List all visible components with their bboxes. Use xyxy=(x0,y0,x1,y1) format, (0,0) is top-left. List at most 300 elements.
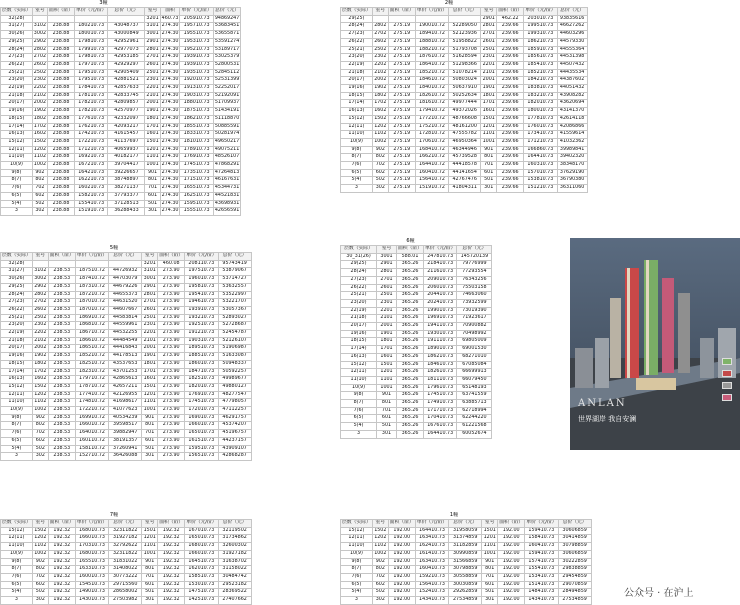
table-cell: 53655871 xyxy=(213,31,240,39)
table-cell: 275.19 xyxy=(388,185,415,193)
table-cell: 159410.73 xyxy=(525,527,558,535)
table-cell: 601 xyxy=(142,437,158,445)
table-cell: 2101 xyxy=(481,69,497,77)
table-cell: 702 xyxy=(372,162,388,170)
table-cell: 2702 xyxy=(32,54,47,62)
table-row xyxy=(1,383,252,391)
table-cell: 602 xyxy=(32,581,48,589)
table-cell xyxy=(48,15,75,23)
table-cell: 5(4) xyxy=(341,177,373,185)
table-cell: 49977444 xyxy=(449,100,481,108)
table-cell: 238.53 xyxy=(48,445,75,453)
table-cell: 20(17) xyxy=(341,323,377,331)
table-cell: 167010.73 xyxy=(185,527,218,535)
table-cell: 701 xyxy=(142,573,158,581)
table-cell xyxy=(32,260,48,268)
header-cell: 室号 xyxy=(372,520,388,528)
table-row xyxy=(341,589,592,597)
table-cell: 6(5) xyxy=(341,169,373,177)
table-cell: 192.00 xyxy=(498,550,525,558)
table-cell: 273.90 xyxy=(158,391,185,399)
table-cell: 193910.73 xyxy=(185,306,218,314)
table-cell: 273.90 xyxy=(158,337,185,345)
table-cell: 151410.73 xyxy=(525,581,558,589)
table-cell: 178210.73 xyxy=(75,108,108,116)
table-header-row xyxy=(341,246,492,254)
table-cell: 51434191 xyxy=(213,108,240,116)
table-cell: 192.32 xyxy=(48,550,75,558)
header-cell: 总价（元） xyxy=(109,253,142,261)
table-cell: 1002 xyxy=(32,550,48,558)
table-cell: 12(11) xyxy=(1,535,33,543)
table-cell: 365.26 xyxy=(397,415,424,423)
table-cell: 8(7) xyxy=(341,400,377,408)
table-cell: 901 xyxy=(377,392,397,400)
table-row xyxy=(1,185,241,193)
table-cell: 3102 xyxy=(32,268,48,276)
table-cell: 192.32 xyxy=(48,589,75,597)
table-cell: 1501 xyxy=(142,383,158,391)
table-cell: 51118870 xyxy=(213,115,240,123)
table-row xyxy=(341,415,492,423)
table-row xyxy=(1,208,241,216)
table-cell: 50885591 xyxy=(213,123,240,131)
table-cell: 901 xyxy=(482,558,498,566)
table-cell: 28(24) xyxy=(341,23,373,31)
table-cell: 2001 xyxy=(481,77,497,85)
table-cell: 18(15) xyxy=(341,338,377,346)
table-cell: 71923617 xyxy=(457,315,492,323)
table-cell: 26(22) xyxy=(341,38,373,46)
table-cell: 44051432 xyxy=(557,85,587,93)
table-cell: 460.73 xyxy=(160,15,180,23)
table-cell: 2901 xyxy=(142,283,158,291)
table-cell: 238.88 xyxy=(48,123,75,131)
table-cell: 168010.73 xyxy=(75,527,108,535)
table-row xyxy=(1,154,241,162)
header-cell: 总价（元） xyxy=(557,8,587,16)
table-cell: 3001 xyxy=(142,276,158,284)
table-cell: 1801 xyxy=(481,92,497,100)
table-cell: 12(11) xyxy=(341,369,377,377)
table-cell: 3 xyxy=(1,208,33,216)
table-cell: 275.19 xyxy=(388,146,415,154)
table-cell: 192.32 xyxy=(158,589,185,597)
table-cell: 23(20) xyxy=(1,322,33,330)
table-cell: 192.00 xyxy=(388,535,415,543)
table-cell: 69001530 xyxy=(457,346,492,354)
table-cell xyxy=(415,15,448,23)
table-cell: 15(12) xyxy=(1,383,33,391)
table-cell: 701 xyxy=(142,430,158,438)
table-cell: 9(8) xyxy=(1,558,33,566)
header-cell: 单价（元/㎡） xyxy=(525,520,558,528)
table-cell: 238.88 xyxy=(48,31,75,39)
table-cell: 502 xyxy=(32,589,48,597)
table-cell: 48766608 xyxy=(449,115,481,123)
table-cell: 238.53 xyxy=(48,306,75,314)
table-cell: 32600302 xyxy=(218,543,251,551)
table-cell: 44607667 xyxy=(109,306,142,314)
table-row xyxy=(341,162,588,170)
table-cell: 31927182 xyxy=(218,550,251,558)
table-cell: 10(9) xyxy=(1,162,33,170)
header-cell: 总价（元） xyxy=(449,520,482,528)
table-cell: 50592257 xyxy=(218,368,251,376)
table-cell: 202410.73 xyxy=(424,299,457,307)
table-cell: 238.88 xyxy=(48,185,75,193)
table-cell: 179510.73 xyxy=(75,69,108,77)
table-row xyxy=(1,550,252,558)
table-cell: 2201 xyxy=(142,330,158,338)
table-cell: 274.30 xyxy=(160,200,180,208)
table-cell: 153410.73 xyxy=(525,573,558,581)
table-cell: 42977073 xyxy=(108,46,145,54)
table-cell: 801 xyxy=(145,177,160,185)
table-row xyxy=(1,123,241,131)
table-cell: 23(20) xyxy=(1,77,33,85)
table-cell: 169910.72 xyxy=(75,414,108,422)
table-cell: 1001 xyxy=(145,162,160,170)
table-cell: 22(19) xyxy=(341,307,377,315)
table-block-b3 xyxy=(0,245,252,461)
table-cell: 601 xyxy=(481,169,497,177)
header-cell: 室号 xyxy=(481,8,497,16)
table-row xyxy=(1,391,252,399)
table-row xyxy=(341,31,588,39)
table-cell: 49075211 xyxy=(213,146,240,154)
price-table xyxy=(340,519,592,605)
table-cell: 30414859 xyxy=(558,535,591,543)
table-cell: 10(9) xyxy=(1,550,33,558)
table-cell: 184710.73 xyxy=(185,368,218,376)
price-table xyxy=(340,7,588,193)
table-cell: 275.19 xyxy=(388,69,415,77)
table-cell: 2501 xyxy=(481,46,497,54)
table-cell: 601 xyxy=(142,581,158,589)
table-cell: 20(17) xyxy=(341,77,373,85)
table-row xyxy=(1,407,252,415)
table-cell: 192.32 xyxy=(158,581,185,589)
table-cell: 2301 xyxy=(142,322,158,330)
table-cell: 302 xyxy=(32,453,48,461)
table-cell: 302 xyxy=(372,597,388,605)
table-cell: 1101 xyxy=(377,376,397,384)
table-cell: 29(25) xyxy=(1,283,33,291)
table-cell: 3002 xyxy=(32,276,48,284)
table-cell: 501 xyxy=(377,423,397,431)
table-cell: 30773222 xyxy=(109,573,142,581)
header-cell: 总价（元） xyxy=(457,246,492,254)
table-header-row xyxy=(341,520,592,528)
table-title: 2幢 xyxy=(444,0,454,6)
table-row xyxy=(341,253,492,261)
table-cell: 802 xyxy=(372,566,388,574)
table-cell: 73019390 xyxy=(457,307,492,315)
legend-swatch xyxy=(722,394,732,401)
table-cell: 41137697 xyxy=(108,138,145,146)
table-cell: 275.19 xyxy=(388,162,415,170)
table-cell: 29715560 xyxy=(109,581,142,589)
table-cell: 38271137 xyxy=(108,185,145,193)
table-cell: 9(8) xyxy=(1,414,33,422)
table-cell: 1502 xyxy=(372,527,388,535)
table-cell: 18(15) xyxy=(1,360,33,368)
table-cell: 273.90 xyxy=(158,414,185,422)
table-cell: 7(6) xyxy=(1,185,33,193)
table-cell: 2301 xyxy=(377,299,397,307)
table-cell: 365.26 xyxy=(397,353,424,361)
table-cell: 1102 xyxy=(372,131,388,139)
table-cell: 702 xyxy=(32,185,47,193)
table-cell: 238.53 xyxy=(48,391,75,399)
table-cell: 2201 xyxy=(481,61,497,69)
table-row xyxy=(341,315,492,323)
table-cell: 31831022 xyxy=(109,558,142,566)
header-cell: 室号 xyxy=(32,8,47,16)
table-cell: 45344731 xyxy=(213,185,240,193)
table-cell: 1702 xyxy=(32,123,47,131)
table-cell: 274.30 xyxy=(160,85,180,93)
table-cell: 192.32 xyxy=(48,581,75,589)
table-cell: 192.00 xyxy=(498,581,525,589)
table-cell: 195410.73 xyxy=(185,291,218,299)
header-cell: 单价（元/㎡） xyxy=(415,520,448,528)
table-cell: 1901 xyxy=(142,353,158,361)
header-cell: 总价（元） xyxy=(558,520,591,528)
table-row xyxy=(341,573,592,581)
table-cell: 52531399 xyxy=(213,77,240,85)
table-cell: 27503982 xyxy=(109,597,142,605)
table-cell: 365.26 xyxy=(397,323,424,331)
table-cell: 42093217 xyxy=(108,123,145,131)
table-cell: 902 xyxy=(32,558,48,566)
table-cell: 501 xyxy=(482,589,498,597)
table-cell: 63741559 xyxy=(457,392,492,400)
table-cell: 192.00 xyxy=(388,527,415,535)
table-cell: 273.90 xyxy=(158,399,185,407)
table-cell: 203010.73 xyxy=(524,15,557,23)
table-cell: 22(19) xyxy=(1,85,33,93)
table-cell: 162510.73 xyxy=(180,192,213,200)
table-cell: 274.30 xyxy=(160,23,180,31)
table-row xyxy=(1,138,241,146)
table-row xyxy=(1,422,252,430)
table-cell: 18(15) xyxy=(1,115,33,123)
table-row xyxy=(341,85,588,93)
table-cell: 2802 xyxy=(372,23,388,31)
table-cell: 1202 xyxy=(372,535,388,543)
table-cell: 52845112 xyxy=(213,69,240,77)
table-cell: 238.53 xyxy=(48,276,75,284)
table-cell: 27407662 xyxy=(218,597,251,605)
table-row xyxy=(1,69,241,77)
table-cell: 39882947 xyxy=(109,430,142,438)
table-cell: 32311822 xyxy=(109,550,142,558)
header-cell: 总价（元） xyxy=(218,253,251,261)
table-cell: 3201 xyxy=(142,260,158,268)
table-cell: 302 xyxy=(32,208,47,216)
table-cell: 192.00 xyxy=(388,581,415,589)
table-cell: 46344946 xyxy=(449,146,481,154)
table-cell: 180010.73 xyxy=(75,31,108,39)
table-cell: 190010.72 xyxy=(415,23,448,31)
table-cell: 192.32 xyxy=(48,573,75,581)
table-cell: 179710.73 xyxy=(75,61,108,69)
table-cell: 177810.73 xyxy=(524,115,557,123)
table-cell: 902 xyxy=(372,558,388,566)
brand-name: ANLAN xyxy=(578,398,627,409)
table-cell: 8(7) xyxy=(1,422,33,430)
table-cell: 39989841 xyxy=(557,146,587,154)
table-cell: 274.30 xyxy=(160,31,180,39)
header-cell: 单价（元/㎡） xyxy=(185,520,218,528)
table-cell: 2801 xyxy=(481,23,497,31)
table-cell: 53591274 xyxy=(213,38,240,46)
table-cell: 155510.73 xyxy=(180,208,213,216)
table-row xyxy=(341,177,588,185)
table-cell: 274.30 xyxy=(160,146,180,154)
table-cell: 192.00 xyxy=(498,573,525,581)
table-cell: 43698931 xyxy=(213,200,240,208)
table-block-b5 xyxy=(0,512,252,605)
table-cell: 73932599 xyxy=(457,299,492,307)
table-cell: 186710.72 xyxy=(75,330,108,338)
table-cell: 177210.72 xyxy=(415,115,448,123)
table-row xyxy=(341,115,588,123)
table-cell: 46291757 xyxy=(218,414,251,422)
table-cell: 49880127 xyxy=(218,383,251,391)
header-cell: 总价（元） xyxy=(449,8,481,16)
table-cell: 2901 xyxy=(377,261,397,269)
table-cell: 66699913 xyxy=(457,369,492,377)
table-cell: 174510.73 xyxy=(180,162,213,170)
table-row xyxy=(341,535,592,543)
table-cell: 274.30 xyxy=(160,138,180,146)
table-cell: 274.30 xyxy=(160,154,180,162)
table-row xyxy=(1,322,252,330)
table-cell: 193910.73 xyxy=(180,54,213,62)
table-cell: 238.53 xyxy=(48,283,75,291)
table-cell: 25(21) xyxy=(1,314,33,322)
table-cell: 176910.73 xyxy=(185,391,218,399)
table-cell: 2001 xyxy=(377,323,397,331)
table-cell: 171210.73 xyxy=(524,138,557,146)
table-cell: 51633087 xyxy=(218,353,251,361)
table-header-row xyxy=(1,520,252,528)
table-cell: 10(9) xyxy=(341,550,373,558)
table-cell: 1602 xyxy=(32,376,48,384)
table-cell: 152410.73 xyxy=(415,589,448,597)
table-cell: 18(15) xyxy=(341,92,373,100)
table-row xyxy=(1,543,252,551)
table-cell: 2101 xyxy=(377,315,397,323)
table-cell: 31927182 xyxy=(109,535,142,543)
table-cell: 183210.73 xyxy=(524,92,557,100)
table-row xyxy=(1,115,241,123)
legend-item xyxy=(722,370,732,377)
table-row xyxy=(1,162,241,170)
table-cell: 1601 xyxy=(377,353,397,361)
table-cell: 162410.73 xyxy=(415,543,448,551)
table-cell: 32311822 xyxy=(109,527,142,535)
table-cell xyxy=(75,260,108,268)
table-cell: 186910.72 xyxy=(75,314,108,322)
table-cell: 173410.73 xyxy=(524,131,557,139)
table-cell: 193210.73 xyxy=(185,314,218,322)
table-cell: 502 xyxy=(372,589,388,597)
table-cell: 239.66 xyxy=(497,154,524,162)
table-cell: 165010.73 xyxy=(185,535,218,543)
table-cell: 2002 xyxy=(32,345,48,353)
table-cell: 10(9) xyxy=(341,384,377,392)
table-cell: 187510.73 xyxy=(180,108,213,116)
table-cell: 79776999 xyxy=(457,261,492,269)
table-cell: 365.26 xyxy=(397,369,424,377)
table-cell: 17(14) xyxy=(1,368,33,376)
table-cell: 161510.73 xyxy=(185,437,218,445)
table-cell: 44583814 xyxy=(109,314,142,322)
table-cell: 238.53 xyxy=(48,453,75,461)
table-cell: 31734862 xyxy=(218,535,251,543)
table-cell: 36790380 xyxy=(557,177,587,185)
table-block-b4 xyxy=(340,238,492,439)
table-cell: 1501 xyxy=(377,361,397,369)
table-cell: 22(19) xyxy=(1,330,33,338)
table-cell: 45196757 xyxy=(218,430,251,438)
table-cell: 42614118 xyxy=(557,115,587,123)
table-row xyxy=(1,345,252,353)
table-cell: 164410.73 xyxy=(424,430,457,438)
table-cell: 1501 xyxy=(482,527,498,535)
table-cell: 172010.73 xyxy=(185,407,218,415)
table-cell: 188510.73 xyxy=(185,353,218,361)
table-cell: 273.90 xyxy=(158,430,185,438)
table-cell: 902 xyxy=(32,169,47,177)
table-cell: 66079450 xyxy=(457,376,492,384)
table-cell: 238.88 xyxy=(48,38,75,46)
table-cell: 45374207 xyxy=(218,422,251,430)
table-cell: 195210.73 xyxy=(180,46,213,54)
table-cell: 15(12) xyxy=(1,138,33,146)
table-cell: 61221568 xyxy=(457,423,492,431)
table-cell: 42767476 xyxy=(449,177,481,185)
table-row xyxy=(1,92,241,100)
table-cell: 38748897 xyxy=(108,177,145,185)
table-cell: 1201 xyxy=(145,146,160,154)
table-cell: 238.88 xyxy=(48,100,75,108)
table-cell: 29(25) xyxy=(341,15,373,23)
header-cell: 面积（㎡） xyxy=(388,8,415,16)
table-cell: 239.66 xyxy=(497,46,524,54)
table-cell: 1502 xyxy=(372,115,388,123)
table-cell: 273.90 xyxy=(158,276,185,284)
table-cell: 1602 xyxy=(372,108,388,116)
table-row xyxy=(1,169,241,177)
table-cell: 165010.73 xyxy=(185,430,218,438)
table-cell: 181110.73 xyxy=(424,376,457,384)
table-cell: 274.30 xyxy=(160,54,180,62)
table-cell: 273.90 xyxy=(158,368,185,376)
table-cell: 301 xyxy=(481,185,497,193)
table-cell: 501 xyxy=(145,200,160,208)
table-cell: 601 xyxy=(145,192,160,200)
table-row xyxy=(1,192,241,200)
table-cell: 274.30 xyxy=(160,69,180,77)
table-cell: 190310.73 xyxy=(180,92,213,100)
table-cell: 6(5) xyxy=(341,581,373,589)
table-cell: 192.00 xyxy=(388,558,415,566)
